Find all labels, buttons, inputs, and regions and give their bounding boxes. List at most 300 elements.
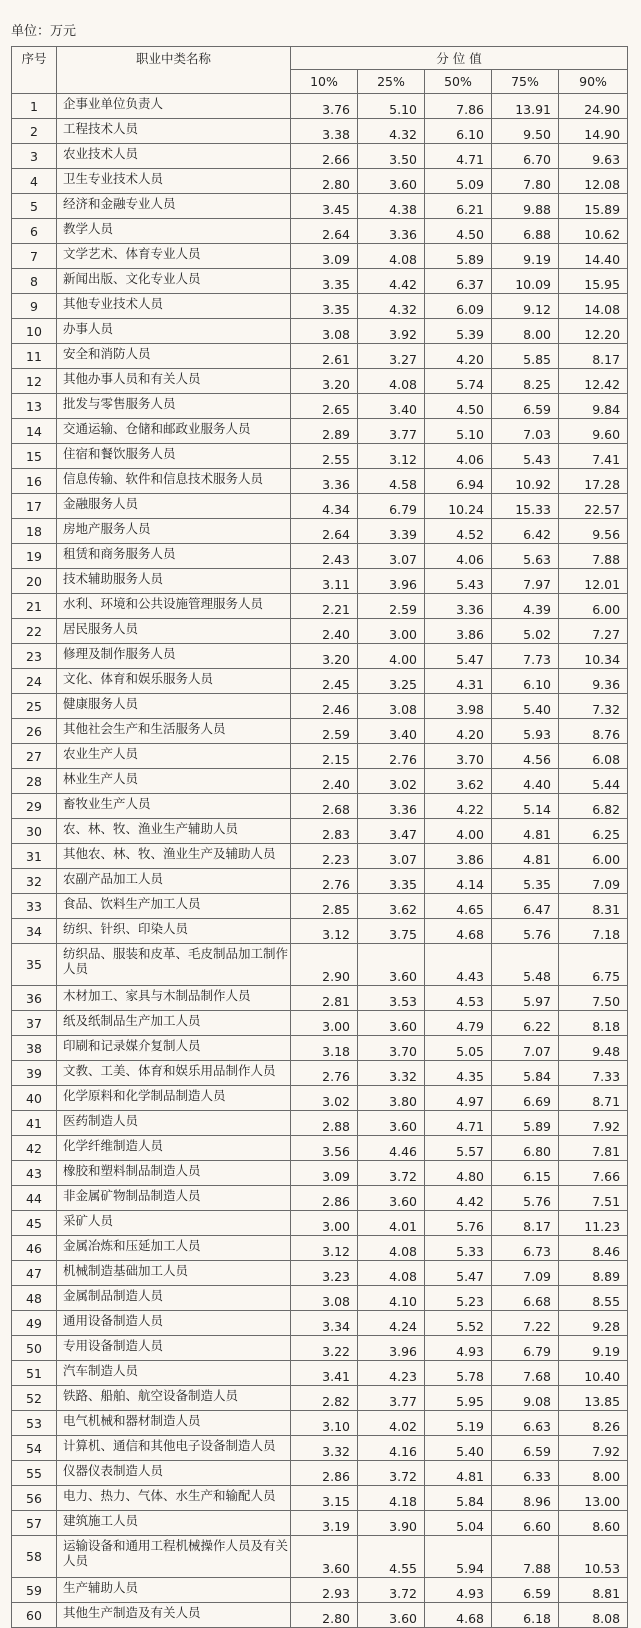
value-p75: 6.60 [492,1511,559,1536]
value-p90: 6.08 [559,744,628,769]
value-p50: 5.78 [425,1361,492,1386]
occupation-name: 建筑施工人员 [57,1511,291,1536]
value-p50: 7.86 [425,94,492,119]
value-p90: 8.60 [559,1511,628,1536]
table-row [12,344,628,369]
value-p10: 4.34 [291,494,358,519]
occupation-name: 金融服务人员 [57,494,291,519]
value-p50: 4.71 [425,144,492,169]
row-seq: 10 [12,319,57,344]
row-seq: 18 [12,519,57,544]
percentile-group-header: 分 位 值 [291,47,628,70]
row-seq: 17 [12,494,57,519]
row-seq: 35 [12,944,57,986]
value-p90: 6.00 [559,594,628,619]
row-seq: 46 [12,1236,57,1261]
row-seq: 49 [12,1311,57,1336]
value-p50: 4.79 [425,1011,492,1036]
row-seq: 44 [12,1186,57,1211]
value-p75: 6.22 [492,1011,559,1036]
occupation-name: 办事人员 [57,319,291,344]
row-seq: 36 [12,986,57,1011]
value-p25: 4.38 [358,194,425,219]
occupation-name: 居民服务人员 [57,619,291,644]
occupation-name: 纸及纸制品生产加工人员 [57,1011,291,1036]
value-p10: 3.76 [291,94,358,119]
row-seq: 11 [12,344,57,369]
occupation-name: 其他社会生产和生活服务人员 [57,719,291,744]
table-row [12,369,628,394]
value-p25: 3.60 [358,1011,425,1036]
value-p75: 5.84 [492,1061,559,1086]
value-p90: 7.88 [559,544,628,569]
row-seq: 4 [12,169,57,194]
value-p10: 3.19 [291,1511,358,1536]
table-row [12,794,628,819]
row-seq: 41 [12,1111,57,1136]
value-p10: 2.43 [291,544,358,569]
value-p75: 6.73 [492,1236,559,1261]
row-seq: 58 [12,1536,57,1578]
value-p10: 2.88 [291,1111,358,1136]
value-p25: 3.96 [358,1336,425,1361]
occupation-name: 其他农、林、牧、渔业生产及辅助人员 [57,844,291,869]
row-seq: 33 [12,894,57,919]
table-row [12,1386,628,1411]
value-p10: 2.64 [291,519,358,544]
value-p50: 4.52 [425,519,492,544]
value-p90: 15.95 [559,269,628,294]
value-p90: 7.32 [559,694,628,719]
value-p50: 4.42 [425,1186,492,1211]
occupation-name: 化学纤维制造人员 [57,1136,291,1161]
header-row [12,47,628,70]
value-p50: 5.10 [425,419,492,444]
occupation-name: 金属制品制造人员 [57,1286,291,1311]
value-p10: 3.09 [291,244,358,269]
value-p90: 9.28 [559,1311,628,1336]
row-seq: 54 [12,1436,57,1461]
table-row [12,119,628,144]
value-p75: 7.22 [492,1311,559,1336]
value-p50: 5.76 [425,1211,492,1236]
value-p90: 12.01 [559,569,628,594]
value-p10: 3.08 [291,319,358,344]
value-p75: 9.19 [492,244,559,269]
value-p90: 7.81 [559,1136,628,1161]
value-p90: 8.08 [559,1603,628,1628]
occupation-name: 房地产服务人员 [57,519,291,544]
table-row [12,1261,628,1286]
row-seq: 56 [12,1486,57,1511]
value-p10: 3.20 [291,644,358,669]
value-p25: 3.90 [358,1511,425,1536]
occupation-name: 化学原料和化学制品制造人员 [57,1086,291,1111]
value-p50: 4.93 [425,1578,492,1603]
value-p75: 6.80 [492,1136,559,1161]
table-row [12,1211,628,1236]
value-p50: 4.00 [425,819,492,844]
value-p10: 2.76 [291,869,358,894]
value-p25: 3.80 [358,1086,425,1111]
table-row [12,1436,628,1461]
row-seq: 48 [12,1286,57,1311]
occupation-name: 文学艺术、体育专业人员 [57,244,291,269]
value-p75: 6.88 [492,219,559,244]
row-seq: 60 [12,1603,57,1628]
value-p75: 15.33 [492,494,559,519]
value-p90: 9.63 [559,144,628,169]
row-seq: 52 [12,1386,57,1411]
value-p90: 6.82 [559,794,628,819]
occupation-name: 信息传输、软件和信息技术服务人员 [57,469,291,494]
value-p25: 3.60 [358,1186,425,1211]
value-p50: 3.98 [425,694,492,719]
occupation-name: 计算机、通信和其他电子设备制造人员 [57,1436,291,1461]
value-p25: 4.58 [358,469,425,494]
value-p25: 3.25 [358,669,425,694]
value-p50: 5.74 [425,369,492,394]
value-p50: 4.71 [425,1111,492,1136]
value-p25: 3.07 [358,544,425,569]
value-p25: 6.79 [358,494,425,519]
value-p25: 4.16 [358,1436,425,1461]
value-p90: 7.18 [559,919,628,944]
value-p10: 3.10 [291,1411,358,1436]
salary-percentile-table [11,46,628,1628]
table-row [12,719,628,744]
value-p10: 3.11 [291,569,358,594]
table-row [12,769,628,794]
value-p25: 4.10 [358,1286,425,1311]
occupation-name: 医药制造人员 [57,1111,291,1136]
value-p75: 4.40 [492,769,559,794]
value-p10: 3.18 [291,1036,358,1061]
value-p90: 8.00 [559,1461,628,1486]
value-p75: 5.48 [492,944,559,986]
value-p75: 10.92 [492,469,559,494]
value-p75: 6.15 [492,1161,559,1186]
row-seq: 8 [12,269,57,294]
value-p50: 6.10 [425,119,492,144]
value-p90: 13.85 [559,1386,628,1411]
value-p10: 2.21 [291,594,358,619]
table-row [12,1011,628,1036]
table-row [12,594,628,619]
table-row [12,1186,628,1211]
value-p10: 2.89 [291,419,358,444]
value-p25: 4.32 [358,294,425,319]
value-p25: 3.00 [358,619,425,644]
table-row [12,1061,628,1086]
value-p25: 4.18 [358,1486,425,1511]
value-p75: 5.93 [492,719,559,744]
value-p10: 3.56 [291,1136,358,1161]
value-p50: 4.20 [425,344,492,369]
value-p90: 9.56 [559,519,628,544]
value-p90: 8.18 [559,1011,628,1036]
value-p75: 6.69 [492,1086,559,1111]
value-p10: 3.23 [291,1261,358,1286]
value-p10: 3.22 [291,1336,358,1361]
occupation-name: 食品、饮料生产加工人员 [57,894,291,919]
value-p90: 14.08 [559,294,628,319]
value-p90: 9.84 [559,394,628,419]
value-p90: 9.19 [559,1336,628,1361]
value-p10: 3.35 [291,269,358,294]
value-p90: 22.57 [559,494,628,519]
value-p10: 3.20 [291,369,358,394]
table-row [12,1086,628,1111]
value-p50: 6.21 [425,194,492,219]
value-p25: 4.24 [358,1311,425,1336]
value-p25: 4.08 [358,1261,425,1286]
occupation-name: 新闻出版、文化专业人员 [57,269,291,294]
value-p50: 3.86 [425,619,492,644]
occupation-name: 生产辅助人员 [57,1578,291,1603]
row-seq: 38 [12,1036,57,1061]
table-row [12,1286,628,1311]
value-p90: 14.40 [559,244,628,269]
value-p25: 3.92 [358,319,425,344]
value-p75: 6.42 [492,519,559,544]
occupation-name: 文化、体育和娱乐服务人员 [57,669,291,694]
value-p75: 10.09 [492,269,559,294]
value-p50: 4.53 [425,986,492,1011]
value-p90: 8.89 [559,1261,628,1286]
table-row [12,469,628,494]
table-row [12,1111,628,1136]
value-p50: 5.43 [425,569,492,594]
value-p75: 5.76 [492,919,559,944]
row-seq: 34 [12,919,57,944]
value-p50: 4.14 [425,869,492,894]
value-p75: 6.59 [492,1578,559,1603]
row-seq: 25 [12,694,57,719]
table-row [12,319,628,344]
row-seq: 23 [12,644,57,669]
table-row [12,844,628,869]
row-seq: 37 [12,1011,57,1036]
table-row [12,294,628,319]
value-p10: 3.00 [291,1011,358,1036]
occupation-name: 企事业单位负责人 [57,94,291,119]
value-p50: 4.68 [425,1603,492,1628]
value-p50: 4.68 [425,919,492,944]
table-row [12,1411,628,1436]
row-seq: 16 [12,469,57,494]
unit-label: 单位：万元 [11,24,77,39]
value-p25: 3.39 [358,519,425,544]
value-p25: 3.77 [358,1386,425,1411]
value-p10: 3.12 [291,919,358,944]
row-seq: 24 [12,669,57,694]
value-p10: 2.65 [291,394,358,419]
occupation-name: 其他专业技术人员 [57,294,291,319]
occupation-name: 运输设备和通用工程机械操作人员及有关人员 [57,1536,291,1578]
value-p75: 6.79 [492,1336,559,1361]
occupation-name: 采矿人员 [57,1211,291,1236]
value-p75: 13.91 [492,94,559,119]
value-p10: 2.23 [291,844,358,869]
value-p50: 4.43 [425,944,492,986]
table-row [12,444,628,469]
value-p50: 4.81 [425,1461,492,1486]
value-p10: 2.46 [291,694,358,719]
value-p90: 11.23 [559,1211,628,1236]
occupation-name: 专用设备制造人员 [57,1336,291,1361]
value-p25: 3.27 [358,344,425,369]
value-p25: 3.53 [358,986,425,1011]
row-seq: 21 [12,594,57,619]
value-p25: 2.59 [358,594,425,619]
value-p75: 6.70 [492,144,559,169]
value-p75: 9.88 [492,194,559,219]
value-p10: 2.61 [291,344,358,369]
table-row [12,544,628,569]
value-p75: 5.35 [492,869,559,894]
row-seq: 14 [12,419,57,444]
value-p50: 3.70 [425,744,492,769]
occupation-name: 机械制造基础加工人员 [57,1261,291,1286]
value-p10: 3.36 [291,469,358,494]
row-seq: 1 [12,94,57,119]
value-p10: 2.76 [291,1061,358,1086]
value-p75: 5.89 [492,1111,559,1136]
row-seq: 59 [12,1578,57,1603]
value-p50: 5.33 [425,1236,492,1261]
value-p90: 8.76 [559,719,628,744]
value-p25: 4.00 [358,644,425,669]
table-row [12,1236,628,1261]
value-p50: 5.47 [425,1261,492,1286]
value-p90: 7.92 [559,1111,628,1136]
row-seq: 26 [12,719,57,744]
percentile-header-p10: 10% [291,70,358,94]
value-p25: 3.50 [358,144,425,169]
row-seq: 31 [12,844,57,869]
value-p10: 2.66 [291,144,358,169]
value-p75: 8.17 [492,1211,559,1236]
row-seq: 29 [12,794,57,819]
value-p75: 5.97 [492,986,559,1011]
value-p75: 6.59 [492,1436,559,1461]
percentile-header-p50: 50% [425,70,492,94]
value-p75: 6.47 [492,894,559,919]
value-p10: 2.55 [291,444,358,469]
value-p90: 10.34 [559,644,628,669]
value-p75: 7.03 [492,419,559,444]
row-seq: 9 [12,294,57,319]
table-row [12,144,628,169]
row-seq: 15 [12,444,57,469]
value-p90: 7.51 [559,1186,628,1211]
value-p25: 3.60 [358,1111,425,1136]
value-p75: 8.96 [492,1486,559,1511]
value-p25: 4.02 [358,1411,425,1436]
value-p25: 4.08 [358,244,425,269]
occupation-name: 交通运输、仓储和邮政业服务人员 [57,419,291,444]
occupation-name: 批发与零售服务人员 [57,394,291,419]
value-p90: 17.28 [559,469,628,494]
value-p25: 3.60 [358,169,425,194]
value-p10: 2.45 [291,669,358,694]
value-p50: 3.86 [425,844,492,869]
value-p25: 3.47 [358,819,425,844]
row-seq: 19 [12,544,57,569]
value-p50: 6.37 [425,269,492,294]
value-p25: 3.36 [358,219,425,244]
value-p10: 3.60 [291,1536,358,1578]
value-p25: 3.40 [358,394,425,419]
occupation-name: 住宿和餐饮服务人员 [57,444,291,469]
value-p90: 12.08 [559,169,628,194]
value-p25: 4.01 [358,1211,425,1236]
value-p25: 3.36 [358,794,425,819]
value-p50: 5.19 [425,1411,492,1436]
value-p75: 7.68 [492,1361,559,1386]
value-p50: 4.22 [425,794,492,819]
row-seq: 50 [12,1336,57,1361]
value-p75: 6.18 [492,1603,559,1628]
value-p75: 7.09 [492,1261,559,1286]
value-p50: 4.97 [425,1086,492,1111]
table-row [12,1311,628,1336]
value-p75: 5.02 [492,619,559,644]
value-p90: 12.20 [559,319,628,344]
name-header: 职业中类名称 [57,47,291,94]
value-p50: 5.47 [425,644,492,669]
row-seq: 20 [12,569,57,594]
value-p75: 7.73 [492,644,559,669]
table-row [12,744,628,769]
table-body [12,94,628,1628]
value-p75: 6.10 [492,669,559,694]
value-p90: 8.17 [559,344,628,369]
value-p50: 5.23 [425,1286,492,1311]
value-p90: 8.26 [559,1411,628,1436]
row-seq: 55 [12,1461,57,1486]
table-row [12,919,628,944]
value-p75: 9.50 [492,119,559,144]
value-p25: 5.10 [358,94,425,119]
occupation-name: 电力、热力、气体、水生产和输配人员 [57,1486,291,1511]
occupation-name: 畜牧业生产人员 [57,794,291,819]
row-seq: 53 [12,1411,57,1436]
row-seq: 32 [12,869,57,894]
table-row [12,494,628,519]
value-p75: 7.80 [492,169,559,194]
seq-header: 序号 [12,47,57,94]
table-row [12,269,628,294]
value-p90: 9.60 [559,419,628,444]
value-p50: 4.80 [425,1161,492,1186]
table-row [12,569,628,594]
value-p75: 7.97 [492,569,559,594]
occupation-name: 汽车制造人员 [57,1361,291,1386]
occupation-name: 仪器仪表制造人员 [57,1461,291,1486]
value-p75: 5.40 [492,694,559,719]
occupation-name: 安全和消防人员 [57,344,291,369]
value-p10: 3.32 [291,1436,358,1461]
value-p75: 9.08 [492,1386,559,1411]
occupation-name: 铁路、船舶、航空设备制造人员 [57,1386,291,1411]
occupation-name: 技术辅助服务人员 [57,569,291,594]
value-p10: 3.41 [291,1361,358,1386]
table-row [12,419,628,444]
value-p75: 6.33 [492,1461,559,1486]
occupation-name: 农副产品加工人员 [57,869,291,894]
